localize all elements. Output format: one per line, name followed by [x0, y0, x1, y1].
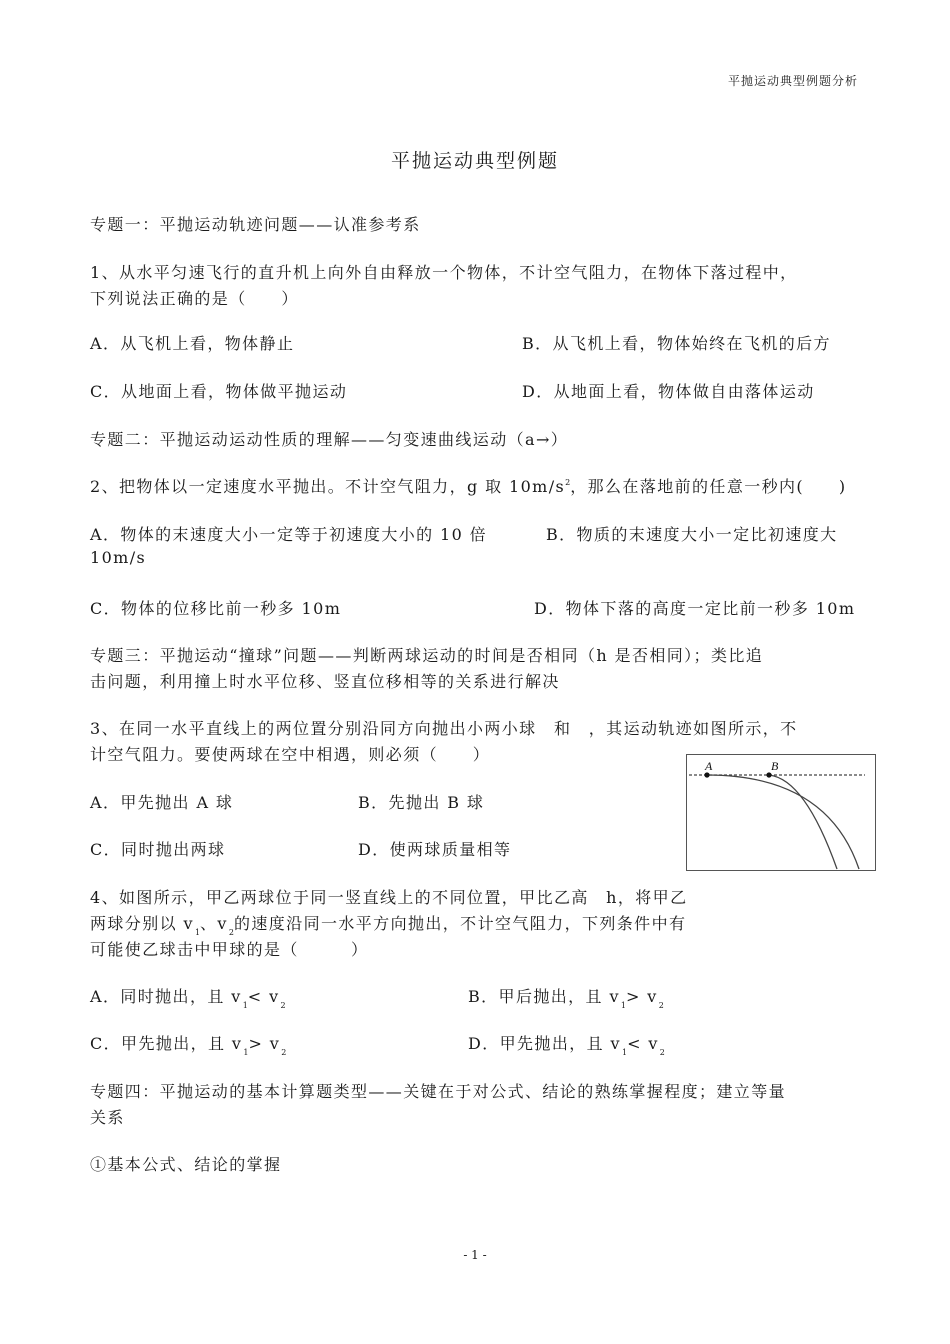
trajectory-b: [769, 775, 837, 869]
question-4-option-c: [90, 1031, 287, 1057]
subscript-1: 1: [194, 928, 201, 937]
subsection-item-1: ①基本公式、结论的掌握: [90, 1155, 282, 1174]
question-4-stem-line-3: 可能使乙球击中甲球的是（ ）: [90, 940, 369, 959]
subscript-1: 1: [621, 1048, 628, 1057]
question-1-option-a: A．从飞机上看，物体静止: [90, 334, 295, 353]
question-4-option-b: [468, 984, 664, 1010]
question-2-option-b: B．物质的末速度大小一定比初速度大: [546, 525, 838, 544]
topic-1-heading: 专题一：平抛运动轨迹问题——认准参考系: [90, 215, 421, 234]
page-title: 平抛运动典型例题: [390, 150, 559, 172]
question-1-option-b: B．从飞机上看，物体始终在飞机的后方: [522, 334, 831, 353]
subscript-2: 2: [280, 1001, 286, 1010]
option-d-relation: < v: [627, 1034, 659, 1053]
question-2-option-c: C．物体的位移比前一秒多 10m: [90, 599, 342, 618]
question-2-stem-text-end: ，那么在落地前的任意一秒内( ): [570, 477, 847, 496]
question-4-option-d: [468, 1031, 665, 1057]
question-3-option-d: D．使两球质量相等: [358, 840, 512, 859]
running-header: 平抛运动典型例题分析: [727, 74, 858, 88]
option-c-relation: > v: [248, 1034, 281, 1053]
question-1-option-c: C．从地面上看，物体做平抛运动: [90, 382, 348, 401]
topic-3-heading-line-2: 击问题，利用撞上时水平位移、竖直位移相等的关系进行解决: [90, 672, 560, 691]
question-2-option-a: A．物体的末速度大小一定等于初速度大小的 10 倍: [90, 525, 488, 544]
trajectory-a: [707, 775, 859, 869]
question-2-option-b-continued: 10m/s: [90, 548, 147, 567]
question-3-stem-line-2: 计空气阻力。要使两球在空中相遇，则必须（ ）: [90, 745, 491, 764]
subscript-2: 2: [281, 1048, 287, 1057]
question-4-option-a: [90, 984, 286, 1010]
option-a-text: A．同时抛出，且 v: [90, 987, 242, 1006]
subscript-1: 1: [243, 1048, 249, 1057]
question-4-stem-text: 两球分别以 v: [90, 914, 194, 933]
question-3-option-c: C．同时抛出两球: [90, 840, 226, 859]
option-a-relation: < v: [247, 987, 280, 1006]
question-4-stem-text-mid: 、v: [200, 914, 228, 933]
question-2-stem-text: 2、把物体以一定速度水平抛出。不计空气阻力，g 取 10m/s: [90, 477, 566, 496]
ball-a-dot: [704, 772, 709, 777]
question-3-option-a: A．甲先抛出 A 球: [90, 793, 234, 812]
subscript-2: 2: [659, 1048, 665, 1057]
question-1-stem-line-2: 下列说法正确的是（ ）: [90, 289, 299, 308]
trajectory-diagram: [687, 755, 875, 870]
label-a: A: [705, 759, 713, 773]
question-2-stem-exponent: 2: [565, 478, 571, 487]
topic-3-heading-line-1: 专题三：平抛运动“撞球”问题——判断两球运动的时间是否相同（h 是否相同）；类比追: [90, 646, 764, 665]
question-1-stem-line-1: 1、从水平匀速飞行的直升机上向外自由释放一个物体，不计空气阻力，在物体下落过程中，: [90, 263, 798, 282]
option-c-text: C．甲先抛出，且 v: [90, 1034, 243, 1053]
question-4-stem-line-2: [90, 911, 687, 937]
question-3-option-b: B．先抛出 B 球: [358, 793, 485, 812]
page-number: - 1 -: [463, 1248, 487, 1262]
trajectory-figure: [686, 754, 876, 871]
question-4-stem-line-1: 4、如图所示，甲乙两球位于同一竖直线上的不同位置，甲比乙高 h，将甲乙: [90, 888, 688, 907]
question-1-option-d: D．从地面上看，物体做自由落体运动: [522, 382, 815, 401]
topic-4-heading-line-2: 关系: [90, 1108, 125, 1127]
ball-b-dot: [766, 772, 771, 777]
topic-2-heading: 专题二：平抛运动运动性质的理解——匀变速曲线运动（a→）: [90, 430, 569, 449]
option-b-relation: > v: [625, 987, 658, 1006]
label-b: B: [771, 759, 779, 773]
question-2-stem: [90, 474, 847, 497]
option-d-text: D．甲先抛出，且 v: [468, 1034, 621, 1053]
question-4-stem-text-end: 的速度沿同一水平方向抛出，不计空气阻力，下列条件中有: [233, 914, 687, 933]
subscript-2: 2: [228, 928, 234, 937]
topic-4-heading-line-1: 专题四：平抛运动的基本计算题类型——关键在于对公式、结论的熟练掌握程度；建立等量: [90, 1082, 787, 1101]
question-3-stem-line-1: 3、在同一水平直线上的两位置分别沿同方向抛出小两小球 和 ，其运动轨迹如图所示，不: [90, 719, 798, 738]
option-b-text: B．甲后抛出，且 v: [468, 987, 620, 1006]
subscript-1: 1: [242, 1001, 248, 1010]
question-2-option-d: D．物体下落的高度一定比前一秒多 10m: [534, 599, 856, 618]
subscript-1: 1: [620, 1001, 626, 1010]
subscript-2: 2: [658, 1001, 664, 1010]
